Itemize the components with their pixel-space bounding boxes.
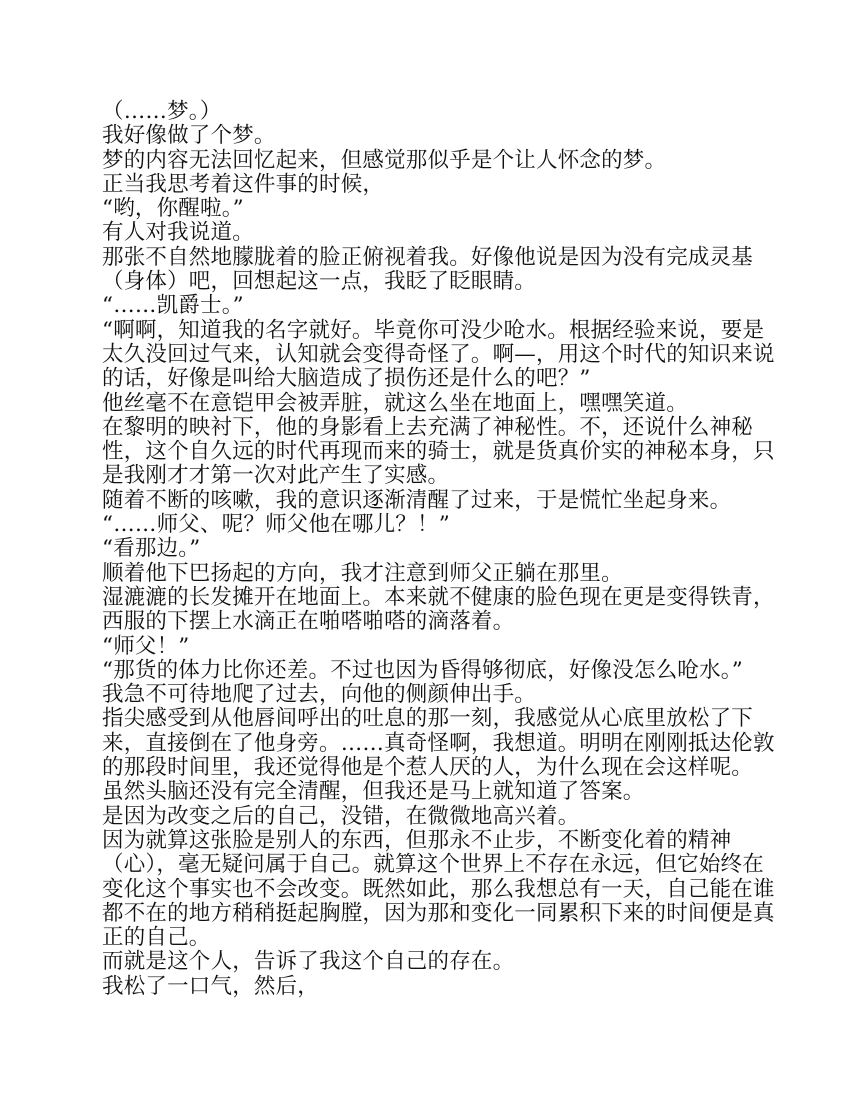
text-line: “那货的体力比你还差。不过也因为昏得够彻底，好像没怎么呛水。”	[102, 657, 743, 683]
text-line: 我急不可待地爬了过去，向他的侧颜伸出手。	[102, 682, 537, 708]
text-line: 梦的内容无法回忆起来，但感觉那似乎是个让人怀念的梦。	[102, 147, 667, 173]
text-line: “看那边。”	[102, 536, 201, 562]
text-line: 因为就算这张脸是别人的东西，但那永不止步，不断变化着的精神	[102, 827, 732, 853]
text-line: 的话，好像是叫给大脑造成了损伤还是什么的吧？”	[102, 366, 591, 392]
text-line: （……梦。）	[102, 99, 222, 124]
text-line: 太久没回过气来，认知就会变得奇怪了。啊—，用这个时代的知识来说	[102, 341, 775, 367]
text-line: 来，直接倒在了他身旁。……真奇怪啊，我想道。明明在刚刚抵达伦敦	[102, 730, 775, 756]
text-line: 性，这个自久远的时代再现而来的骑士，就是货真价实的神秘本身，只	[102, 439, 775, 465]
document-page	[102, 99, 775, 999]
text-line: 都不在的地方稍稍挺起胸膛，因为那和变化一同累积下来的时间便是真	[102, 900, 775, 926]
text-line: “……凯爵士。”	[102, 293, 244, 319]
text-line: 随着不断的咳嗽，我的意识逐渐清醒了过来，于是慌忙坐起身来。	[102, 487, 732, 513]
text-line: 那张不自然地朦胧着的脸正俯视着我。好像他说是因为没有完成灵基	[102, 244, 754, 270]
text-line: 的那段时间里，我还觉得他是个惹人厌的人，为什么现在会这样呢。	[102, 755, 754, 781]
text-line: 而就是这个人，告诉了我这个自己的存在。	[102, 949, 515, 975]
text-line: 他丝毫不在意铠甲会被弄脏，就这么坐在地面上，嘿嘿笑道。	[102, 390, 688, 416]
text-line: 正的自己。	[102, 925, 211, 951]
text-line: 我好像做了个梦。	[102, 123, 276, 149]
text-line: “啊啊，知道我的名字就好。毕竟你可没少呛水。根据经验来说，要是	[102, 317, 765, 343]
text-line: “哟，你醒啦。”	[102, 196, 244, 222]
text-line: 有人对我说道。	[102, 220, 254, 246]
text-line: （心），毫无疑问属于自己。就算这个世界上不存在永远，但它始终在	[102, 852, 764, 878]
text-line: 是我刚才才第一次对此产生了实感。	[102, 463, 450, 489]
text-line: 湿漉漉的长发摊开在地面上。本来就不健康的脸色现在更是变得铁青，	[102, 584, 775, 610]
text-line: “师父！”	[102, 633, 190, 659]
text-line: “……师父、呢？师父他在哪儿？！”	[102, 512, 450, 538]
text-line: 正当我思考着这件事的时候，	[102, 171, 385, 197]
text-line: 是因为改变之后的自己，没错，在微微地高兴着。	[102, 803, 580, 829]
text-line: 指尖感受到从他唇间呼出的吐息的那一刻，我感觉从心底里放松了下	[102, 706, 754, 732]
text-line: 变化这个事实也不会改变。既然如此，那么我想总有一天，自己能在谁	[102, 876, 775, 902]
text-line: 我松了一口气，然后，	[102, 973, 320, 999]
text-line: 顺着他下巴扬起的方向，我才注意到师父正躺在那里。	[102, 560, 623, 586]
text-line: 在黎明的映衬下，他的身影看上去充满了神秘性。不，还说什么神秘	[102, 414, 754, 440]
text-line: 西服的下摆上水滴正在啪嗒啪嗒的滴落着。	[102, 609, 515, 635]
text-line: 虽然头脑还没有完全清醒，但我还是马上就知道了答案。	[102, 779, 645, 805]
text-line: （身体）吧，回想起这一点，我眨了眨眼睛。	[102, 269, 537, 295]
